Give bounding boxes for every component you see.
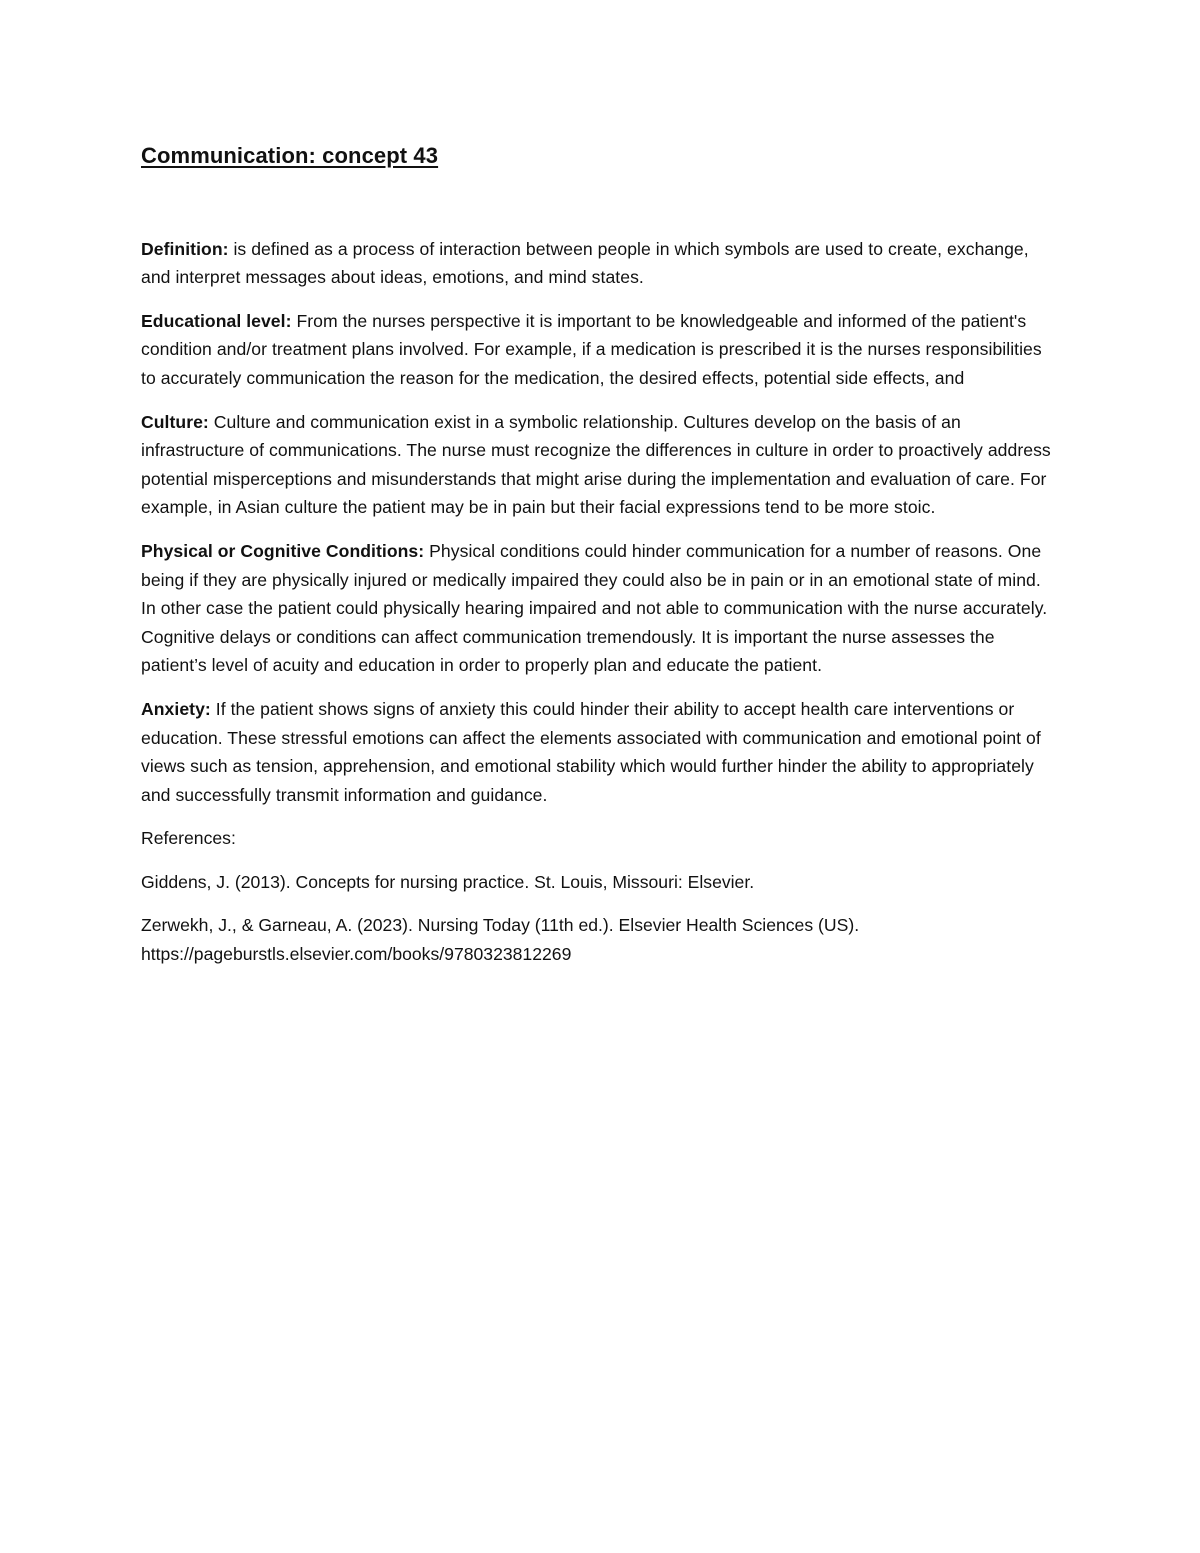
section-text: If the patient shows signs of anxiety this could hinder their ability to accept health care interventions or education. These stressful emotions can affect the elements associated with communication and emotional point of views such as tension, apprehension, and emotional stability which would further hinder the ability to appropriately and successfully transmit information and guidance.: [141, 698, 1041, 805]
section-term: Educational level:: [141, 310, 292, 331]
section-text: is defined as a process of interaction between people in which symbols are used to create, exchange, and interpret messages about ideas, emotions, and mind states.: [141, 238, 1029, 288]
reference-text: Zerwekh, J., & Garneau, A. (2023). Nursing Today (11th ed.). Elsevier Health Sciences (US).: [141, 915, 860, 936]
page-title: Communication: concept 43: [141, 143, 439, 168]
reference-url-link[interactable]: https://pageburstls.elsevier.com/books/9780323812269: [141, 944, 572, 965]
section-text: From the nurses perspective it is important to be knowledgeable and informed of the patient's condition and/or treatment plans involved. For example, if a medication is prescribed it is the nurses responsibilities to accurately communication the reason for the medication, the desired effects, potential side effects, and: [141, 310, 1042, 388]
section-text: Physical conditions could hinder communication for a number of reasons. One being if they are physically injured or medically impaired they could also be in pain or in an emotional state of mind. In other case the patient could physically hearing impaired and not able to communication with the nurse accurately. Cognitive delays or conditions can affect communication tremendously. It is important the nurse assesses the patient’s level of acuity and education in order to properly plan and educate the patient.: [141, 540, 1048, 676]
document-body: [141, 142, 1056, 984]
section-term: Culture:: [141, 411, 209, 432]
reference-item: [141, 911, 1056, 968]
section-anxiety: [141, 695, 1056, 809]
references-heading: References:: [141, 828, 236, 849]
section-culture: [141, 408, 1056, 522]
section-text: Culture and communication exist in a symbolic relationship. Cultures develop on the basis of an infrastructure of communications. The nurse must recognize the differences in culture in order to proactively address potential misperceptions and misunderstands that might arise during the implementation and evaluation of care. For example, in Asian culture the patient may be in pain but their facial expressions tend to be more stoic.: [141, 411, 1051, 518]
section-term: Physical or Cognitive Conditions:: [141, 540, 425, 561]
section-educational-level: [141, 307, 1056, 393]
section-physical-cognitive: [141, 537, 1056, 680]
section-definition: [141, 235, 1056, 292]
section-term: Anxiety:: [141, 698, 211, 719]
section-term: Definition:: [141, 238, 229, 259]
reference-item: [141, 868, 1056, 897]
reference-text: Giddens, J. (2013). Concepts for nursing practice. St. Louis, Missouri: Elsevier.: [141, 871, 755, 892]
